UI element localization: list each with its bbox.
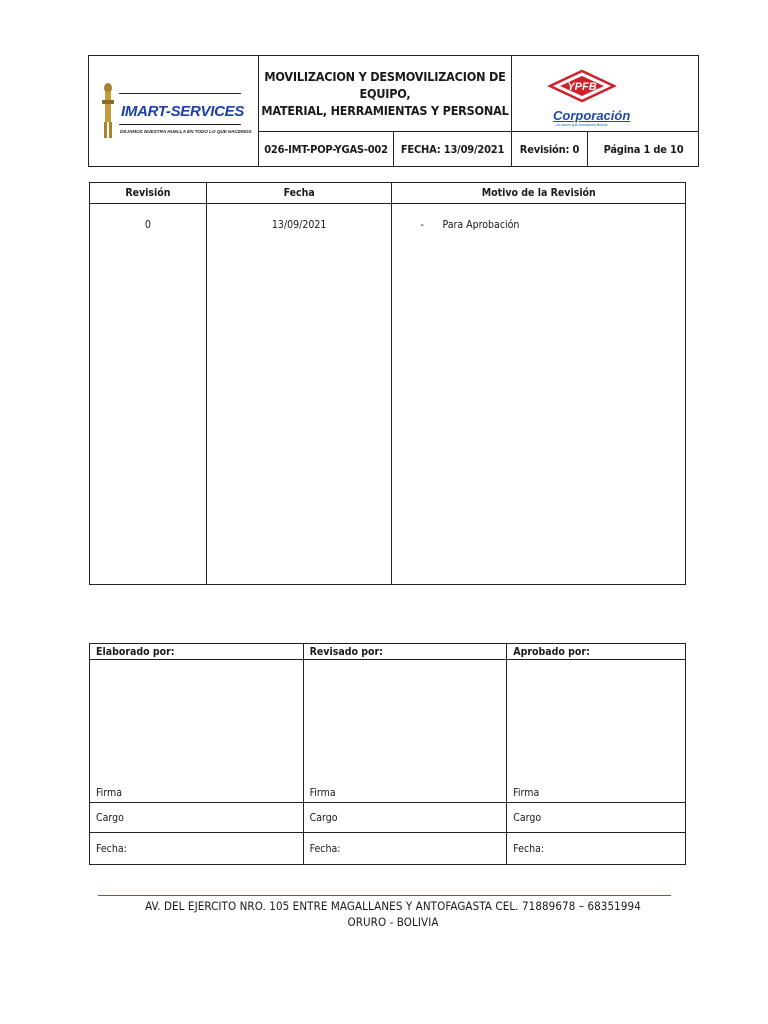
document-date: FECHA: 13/09/2021 [394, 132, 512, 166]
footer-city: ORURO - BOLIVIA [347, 915, 439, 929]
table-row [90, 204, 686, 585]
signature-row [90, 660, 686, 803]
reviewed-signature-field: Firma [303, 660, 507, 803]
company-logo-text: IMART-SERVICES [121, 103, 245, 120]
company-logo-cell [89, 56, 259, 166]
revision-history-table [89, 182, 686, 585]
footer-rule [98, 895, 671, 896]
revision-number: 0 [90, 204, 207, 585]
date-row [90, 833, 686, 865]
approved-date-field: Fecha: [507, 833, 686, 865]
title-line-2: MATERIAL, HERRAMIENTAS Y PERSONAL [261, 103, 509, 118]
elaborated-by-header: Elaborado por: [90, 644, 304, 660]
revision-date: 13/09/2021 [206, 204, 392, 585]
logo-rule-bottom [119, 124, 241, 125]
column-header-date: Fecha [206, 183, 392, 204]
column-header-reason: Motivo de la Revisión [392, 183, 686, 204]
imart-figure-logo [99, 82, 117, 140]
client-logo-cell [512, 56, 699, 132]
logo-rule-top [119, 93, 241, 94]
elaborated-position-field: Cargo [90, 803, 304, 833]
document-code: 026-IMT-POP-YGAS-002 [259, 132, 394, 166]
reviewed-by-header: Revisado por: [303, 644, 507, 660]
reviewed-position-field: Cargo [303, 803, 507, 833]
title-line-1: MOVILIZACION Y DESMOVILIZACION DE EQUIPO, [264, 69, 506, 101]
client-logo-subtitle: Corporación [553, 108, 631, 123]
bullet-dash: - [420, 219, 424, 231]
revision-reason-text: Para Aprobación [442, 219, 520, 231]
ypfb-logo-text: YPFB [567, 81, 597, 93]
footer-address: AV. DEL EJERCITO NRO. 105 ENTRE MAGALLANES Y ANTOFAGASTA CEL. 71889678 – 68351994 [145, 899, 641, 913]
position-row [90, 803, 686, 833]
approved-by-header: Aprobado por: [507, 644, 686, 660]
document-revision: Revisión: 0 [512, 132, 588, 166]
company-tagline: DEJAMOS NUESTRA HUELLA EN TODO LO QUE HACEMOS [120, 129, 252, 134]
signature-header-row [90, 644, 686, 660]
ypfb-logo [546, 68, 618, 104]
approval-signature-table [89, 643, 686, 865]
page-number: Página 1 de 10 [603, 142, 684, 156]
approved-position-field: Cargo [507, 803, 686, 833]
client-slogan: La fuerza que transforma Bolivia [556, 123, 608, 127]
reviewed-date-field: Fecha: [303, 833, 507, 865]
document-title [259, 56, 512, 132]
elaborated-signature-field: Firma [90, 660, 304, 803]
document-header [88, 55, 699, 167]
column-header-revision: Revisión [90, 183, 207, 204]
revision-header-row [90, 183, 686, 204]
elaborated-date-field: Fecha: [90, 833, 304, 865]
approved-signature-field: Firma [507, 660, 686, 803]
revision-reason [392, 204, 686, 585]
